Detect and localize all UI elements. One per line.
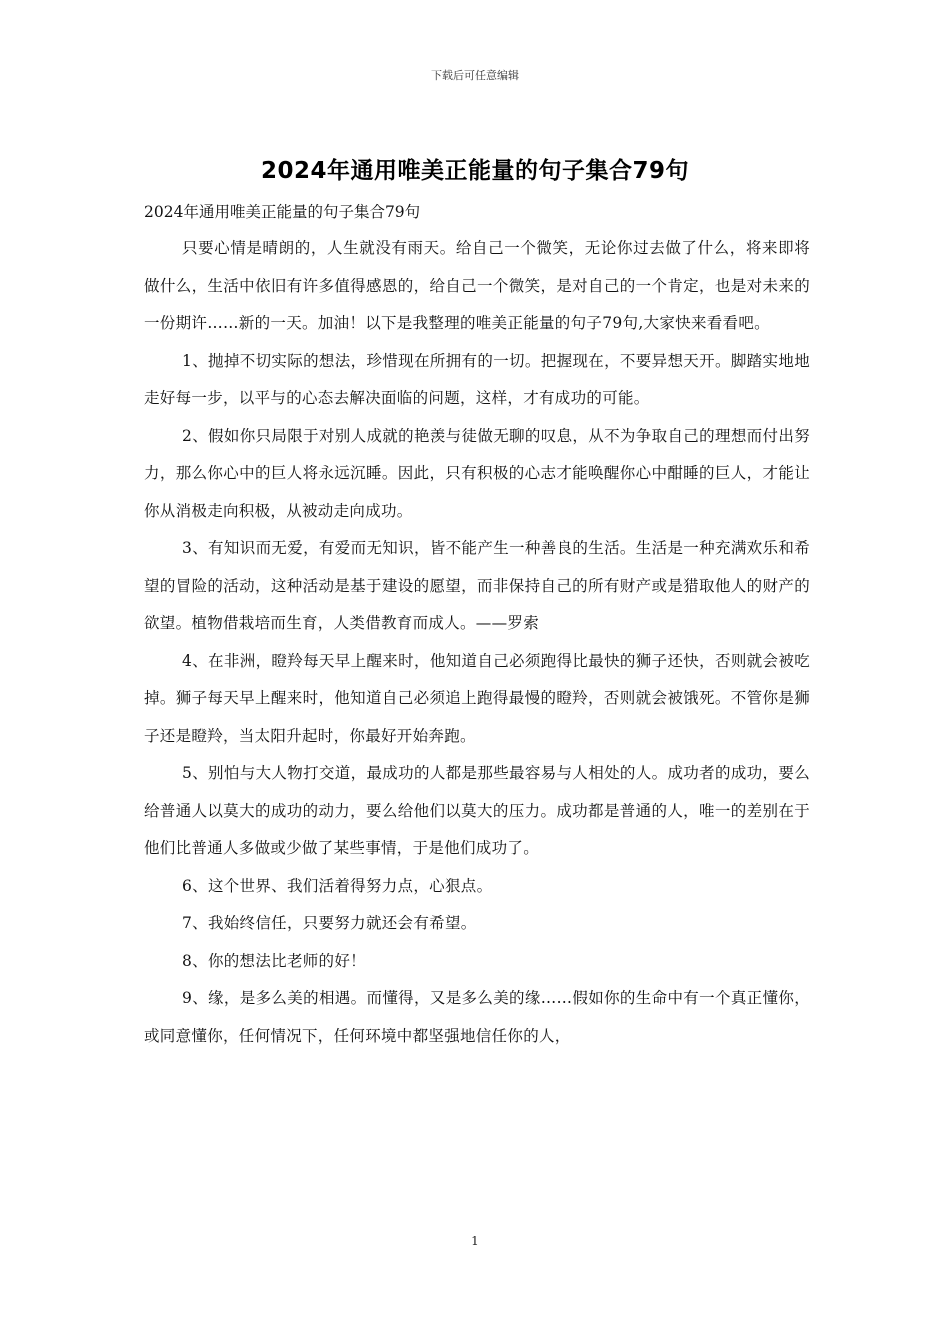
intro-paragraph: 只要心情是晴朗的，人生就没有雨天。给自己一个微笑，无论你过去做了什么，将来即将做什么，生活中依旧有许多值得感恩的，给自己一个微笑，是对自己的一个肯定，也是对未来的一份期许……新的一天。加油！以下是我整理的唯美正能量的句子79句,大家快来看看吧。 (144, 239, 810, 332)
quote-paragraph-1: 1、抛掉不切实际的想法，珍惜现在所拥有的一切。把握现在，不要异想天开。脚踏实地地走好每一步，以平与的心态去解决面临的问题，这样，才有成功的可能。 (144, 351, 810, 407)
quote-paragraph-2: 2、假如你只局限于对别人成就的艳羡与徒做无聊的叹息，从不为争取自己的理想而付出努力，那么你心中的巨人将永远沉睡。因此，只有积极的心志才能唤醒你心中酣睡的巨人，才能让你从消极走向积极，从被动走向成功。 (144, 426, 810, 520)
document-subtitle: 2024年通用唯美正能量的句子集合79句 (144, 203, 421, 221)
quote-paragraph-8: 8、你的想法比老师的好！ (182, 951, 366, 970)
quote-paragraph-3: 3、有知识而无爱，有爱而无知识，皆不能产生一种善良的生活。生活是一种充满欢乐和希望的冒险的活动，这种活动是基于建设的愿望，而非保持自己的所有财产或是猎取他人的财产的欲望。植物借栽培而生育，人类借教育而成人。——罗索 (144, 539, 810, 632)
document-body (144, 198, 810, 1055)
header-note: 下载后可任意编辑 (431, 69, 519, 82)
page-number: 1 (471, 1234, 479, 1248)
document-title: 2024年通用唯美正能量的句子集合79句 (260, 158, 690, 184)
quote-paragraph-6: 6、这个世界、我们活着得努力点，心狠点。 (182, 876, 493, 895)
quote-paragraph-5: 5、别怕与大人物打交道，最成功的人都是那些最容易与人相处的人。成功者的成功，要么给普通人以莫大的成功的动力，要么给他们以莫大的压力。成功都是普通的人，唯一的差别在于他们比普通人多做或少做了某些事情，于是他们成功了。 (144, 764, 810, 857)
quote-paragraph-7: 7、我始终信任，只要努力就还会有希望。 (182, 914, 477, 932)
quote-paragraph-4: 4、在非洲，瞪羚每天早上醒来时，他知道自己必须跑得比最快的狮子还快，否则就会被吃掉。狮子每天早上醒来时，他知道自己必须追上跑得最慢的瞪羚，否则就会被饿死。不管你是狮子还是瞪羚，当太阳升起时，你最好开始奔跑。 (144, 651, 810, 745)
quote-paragraph-9: 9、缘，是多么美的相遇。而懂得，又是多么美的缘……假如你的生命中有一个真正懂你，或同意懂你，任何情况下，任何环境中都坚强地信任你的人， (144, 989, 810, 1045)
